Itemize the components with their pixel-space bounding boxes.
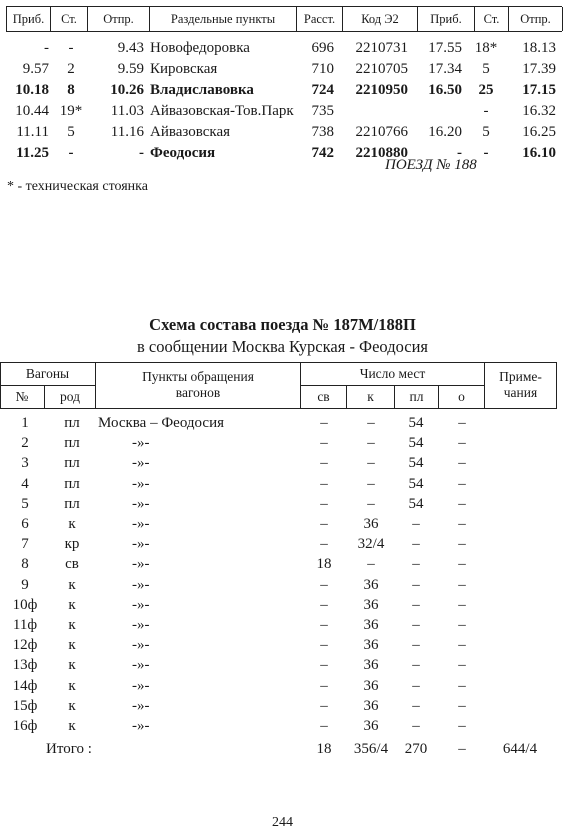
cell-o: – bbox=[458, 637, 466, 654]
cell-points: -»- bbox=[132, 495, 150, 512]
cell-station: Кировская bbox=[150, 61, 218, 77]
cell-pl: 54 bbox=[408, 435, 424, 452]
cell-k: 36 bbox=[363, 677, 379, 694]
cell-distance: 696 bbox=[311, 40, 334, 56]
total-row bbox=[0, 739, 565, 759]
cell-arrival: 11.25 bbox=[16, 145, 49, 161]
wagon-row bbox=[0, 575, 565, 595]
header-type: род bbox=[60, 389, 80, 404]
cell-pl: – bbox=[412, 617, 420, 633]
cell-pl: – bbox=[412, 657, 420, 674]
cell-k: 36 bbox=[363, 516, 379, 532]
header-stop: Ст. bbox=[50, 7, 87, 31]
cell-sv: – bbox=[320, 516, 328, 532]
cell-points: -»- bbox=[132, 435, 150, 452]
cell-k: 36 bbox=[363, 697, 379, 714]
train-note: ПОЕЗД № 188 bbox=[385, 157, 477, 173]
cell-type: св bbox=[65, 556, 79, 573]
cell-type: пл bbox=[64, 435, 80, 452]
wagon-row bbox=[0, 595, 565, 615]
cell-sv: – bbox=[320, 415, 328, 431]
cell-stop-2: 18* bbox=[474, 40, 498, 56]
cell-station: Новофедоровка bbox=[150, 40, 250, 56]
header-notes-line2: чания bbox=[503, 385, 538, 400]
cell-type: пл bbox=[64, 495, 80, 512]
cell-code: 2210950 bbox=[355, 82, 408, 98]
header-o: о bbox=[458, 389, 465, 404]
header-departure-2: Отпр. bbox=[508, 7, 563, 31]
cell-sv: – bbox=[320, 596, 328, 613]
cell-k: 32/4 bbox=[357, 536, 385, 553]
cell-points: -»- bbox=[132, 718, 150, 734]
cell-pl: – bbox=[412, 576, 420, 593]
cell-departure: - bbox=[139, 145, 144, 161]
cell-sv: – bbox=[320, 455, 328, 472]
cell-sv: – bbox=[320, 475, 328, 492]
cell-points: -»- bbox=[132, 697, 150, 714]
wagon-row bbox=[0, 474, 565, 494]
cell-number: 14ф bbox=[12, 677, 38, 694]
total-pl: 270 bbox=[404, 741, 428, 757]
cell-pl: 54 bbox=[408, 495, 424, 512]
total-label: Итого : bbox=[46, 741, 92, 757]
cell-type: к bbox=[68, 576, 76, 593]
cell-pl: 54 bbox=[408, 455, 424, 472]
cell-number: 3 bbox=[21, 455, 29, 472]
cell-k: – bbox=[367, 435, 375, 452]
header-k: к bbox=[367, 389, 374, 404]
cell-sv: – bbox=[320, 495, 328, 512]
cell-pl: – bbox=[412, 536, 420, 553]
cell-arrival: 10.44 bbox=[15, 103, 49, 119]
cell-code: 2210731 bbox=[355, 40, 408, 56]
cell-type: к bbox=[68, 637, 76, 654]
cell-points: -»- bbox=[132, 576, 150, 593]
cell-station: Владиславовка bbox=[150, 82, 254, 98]
cell-o: – bbox=[458, 677, 466, 694]
timetable-row bbox=[6, 59, 562, 80]
cell-station: Феодосия bbox=[150, 145, 216, 161]
total-sv: 18 bbox=[316, 741, 332, 757]
header-arrival-2: Приб. bbox=[417, 7, 474, 31]
cell-arrival: 9.57 bbox=[22, 61, 49, 77]
cell-stop: 8 bbox=[67, 82, 75, 98]
wagon-row bbox=[0, 494, 565, 514]
cell-code: 2210880 bbox=[355, 145, 408, 161]
cell-sv: – bbox=[320, 435, 328, 452]
cell-stop: - bbox=[68, 145, 74, 161]
cell-k: 36 bbox=[363, 617, 379, 633]
cell-stop: 5 bbox=[67, 124, 75, 140]
wagon-row bbox=[0, 615, 565, 635]
cell-o: – bbox=[458, 596, 466, 613]
cell-distance: 742 bbox=[311, 145, 334, 161]
cell-type: к bbox=[68, 718, 76, 734]
cell-type: к bbox=[68, 516, 76, 532]
cell-stop-2: - bbox=[483, 145, 489, 161]
cell-k: 36 bbox=[363, 637, 379, 654]
cell-points: -»- bbox=[132, 536, 150, 553]
cell-sv: 18 bbox=[316, 556, 332, 573]
cell-k: 36 bbox=[363, 718, 379, 734]
timetable-body bbox=[6, 38, 562, 164]
cell-sv: – bbox=[320, 576, 328, 593]
cell-k: – bbox=[367, 455, 375, 472]
wagon-row bbox=[0, 676, 565, 696]
cell-arrival-2: 17.55 bbox=[428, 40, 462, 56]
cell-stop-2: 5 bbox=[482, 124, 490, 140]
wagon-row bbox=[0, 716, 565, 736]
header-seats: Число мест bbox=[359, 366, 426, 381]
cell-points: -»- bbox=[132, 677, 150, 694]
cell-o: – bbox=[458, 455, 466, 472]
cell-stop-2: - bbox=[483, 103, 489, 119]
cell-number: 10ф bbox=[12, 596, 38, 613]
cell-k: 36 bbox=[363, 657, 379, 674]
cell-arrival-2: - bbox=[457, 145, 462, 161]
timetable-row bbox=[6, 101, 562, 122]
header-arrival: Приб. bbox=[6, 7, 50, 31]
cell-stop: 19* bbox=[59, 103, 83, 119]
cell-departure-2: 18.13 bbox=[522, 40, 556, 56]
cell-k: 36 bbox=[363, 576, 379, 593]
composition-subtitle: в сообщении Москва Курская - Феодосия bbox=[136, 337, 428, 356]
timetable-row bbox=[6, 80, 562, 101]
cell-k: – bbox=[367, 495, 375, 512]
wagon-row bbox=[0, 413, 565, 433]
cell-o: – bbox=[458, 718, 466, 734]
cell-points: -»- bbox=[132, 617, 150, 633]
cell-code: 2210705 bbox=[355, 61, 408, 77]
header-code: Код Э2 bbox=[342, 7, 417, 31]
cell-sv: – bbox=[320, 536, 328, 553]
timetable-row bbox=[6, 38, 562, 59]
header-points-line1: Пункты обращения bbox=[142, 369, 254, 384]
header-distance: Расст. bbox=[296, 7, 342, 31]
wagon-row bbox=[0, 696, 565, 716]
cell-departure-2: 16.10 bbox=[522, 145, 556, 161]
cell-pl: 54 bbox=[408, 475, 424, 492]
cell-pl: – bbox=[412, 556, 420, 573]
cell-o: – bbox=[458, 475, 466, 492]
cell-type: к bbox=[68, 596, 76, 613]
cell-o: – bbox=[458, 536, 466, 553]
cell-number: 16ф bbox=[12, 718, 38, 734]
cell-departure-2: 17.15 bbox=[522, 82, 556, 98]
cell-o: – bbox=[458, 556, 466, 573]
cell-type: кр bbox=[64, 536, 80, 553]
cell-sv: – bbox=[320, 697, 328, 714]
cell-sv: – bbox=[320, 637, 328, 654]
cell-o: – bbox=[458, 415, 466, 431]
cell-arrival: 10.18 bbox=[15, 82, 49, 98]
cell-departure: 11.03 bbox=[110, 103, 144, 119]
cell-pl: – bbox=[412, 516, 420, 532]
cell-pl: – bbox=[412, 596, 420, 613]
cell-number: 1 bbox=[21, 415, 29, 431]
cell-type: пл bbox=[64, 455, 80, 472]
cell-pl: – bbox=[412, 637, 420, 654]
cell-k: 36 bbox=[363, 596, 379, 613]
cell-points: Москва – Феодосия bbox=[98, 415, 224, 431]
cell-sv: – bbox=[320, 718, 328, 734]
cell-o: – bbox=[458, 516, 466, 532]
cell-stop-2: 25 bbox=[478, 82, 494, 98]
cell-points: -»- bbox=[132, 455, 150, 472]
cell-pl: – bbox=[412, 677, 420, 694]
header-points-line2: вагонов bbox=[175, 385, 221, 400]
cell-pl: – bbox=[412, 718, 420, 734]
header-notes-line1: Приме- bbox=[499, 369, 542, 384]
cell-departure: 10.26 bbox=[110, 82, 144, 98]
timetable-header bbox=[6, 6, 562, 32]
cell-sv: – bbox=[320, 657, 328, 674]
total-sum: 644/4 bbox=[502, 741, 538, 757]
cell-type: пл bbox=[64, 415, 80, 431]
header-wagons: Вагоны bbox=[25, 366, 70, 381]
cell-number: 13ф bbox=[12, 657, 38, 674]
cell-arrival-2: 17.34 bbox=[428, 61, 462, 77]
total-o: – bbox=[458, 741, 466, 757]
wagon-row bbox=[0, 635, 565, 655]
cell-number: 6 bbox=[21, 516, 29, 532]
cell-pl: – bbox=[412, 697, 420, 714]
header-pl: пл bbox=[409, 389, 424, 404]
cell-station: Айвазовская bbox=[150, 124, 231, 140]
cell-departure: 9.59 bbox=[117, 61, 144, 77]
total-k: 356/4 bbox=[353, 741, 389, 757]
cell-stop: - bbox=[68, 40, 74, 56]
cell-distance: 710 bbox=[311, 61, 334, 77]
cell-points: -»- bbox=[132, 657, 150, 674]
cell-station: Айвазовская-Тов.Парк bbox=[150, 103, 294, 119]
cell-o: – bbox=[458, 576, 466, 593]
cell-arrival-2: 16.20 bbox=[428, 124, 462, 140]
cell-stop: 2 bbox=[67, 61, 75, 77]
timetable-row bbox=[6, 122, 562, 143]
cell-distance: 724 bbox=[311, 82, 334, 98]
cell-code: 2210766 bbox=[355, 124, 408, 140]
page-number: 244 bbox=[272, 815, 293, 830]
cell-arrival: 11.11 bbox=[16, 124, 49, 140]
cell-number: 5 bbox=[21, 495, 29, 512]
header-stations: Раздельные пункты bbox=[149, 7, 296, 31]
cell-points: -»- bbox=[132, 516, 150, 532]
cell-number: 4 bbox=[21, 475, 29, 492]
wagon-row bbox=[0, 453, 565, 473]
cell-departure-2: 17.39 bbox=[522, 61, 556, 77]
cell-arrival-2: 16.50 bbox=[428, 82, 462, 98]
cell-type: к bbox=[68, 657, 76, 674]
cell-type: к bbox=[68, 697, 76, 714]
cell-type: к bbox=[68, 617, 76, 633]
wagon-row bbox=[0, 534, 565, 554]
cell-o: – bbox=[458, 657, 466, 674]
cell-departure: 11.16 bbox=[110, 124, 144, 140]
wagon-row bbox=[0, 514, 565, 534]
header-sv: св bbox=[317, 389, 330, 404]
cell-type: к bbox=[68, 677, 76, 694]
cell-number: 8 bbox=[21, 556, 29, 573]
cell-o: – bbox=[458, 697, 466, 714]
cell-departure-2: 16.32 bbox=[522, 103, 556, 119]
wagon-row bbox=[0, 655, 565, 675]
cell-stop-2: 5 bbox=[482, 61, 490, 77]
cell-points: -»- bbox=[132, 556, 150, 573]
wagon-row bbox=[0, 554, 565, 574]
composition-title: Схема состава поезда № 187М/188П bbox=[149, 315, 416, 334]
timetable bbox=[6, 6, 562, 164]
timetable-row bbox=[6, 143, 562, 164]
cell-number: 7 bbox=[21, 536, 29, 553]
header-stop-2: Ст. bbox=[474, 7, 508, 31]
cell-number: 15ф bbox=[12, 697, 38, 714]
cell-distance: 735 bbox=[311, 103, 334, 119]
header-number: № bbox=[15, 389, 29, 404]
cell-points: -»- bbox=[132, 475, 150, 492]
cell-type: пл bbox=[64, 475, 80, 492]
cell-number: 2 bbox=[21, 435, 29, 452]
cell-number: 9 bbox=[21, 576, 29, 593]
cell-sv: – bbox=[320, 617, 328, 633]
cell-departure: 9.43 bbox=[117, 40, 144, 56]
header-departure: Отпр. bbox=[87, 7, 149, 31]
cell-points: -»- bbox=[132, 596, 150, 613]
cell-o: – bbox=[458, 617, 466, 633]
cell-number: 11ф bbox=[12, 617, 38, 633]
cell-o: – bbox=[458, 435, 466, 452]
footnote: * - техническая стоянка bbox=[7, 179, 148, 194]
cell-pl: 54 bbox=[408, 415, 424, 431]
cell-k: – bbox=[367, 475, 375, 492]
cell-departure-2: 16.25 bbox=[522, 124, 556, 140]
cell-o: – bbox=[458, 495, 466, 512]
wagon-row bbox=[0, 433, 565, 453]
cell-arrival: - bbox=[44, 40, 49, 56]
cell-number: 12ф bbox=[12, 637, 38, 654]
cell-distance: 738 bbox=[311, 124, 334, 140]
cell-sv: – bbox=[320, 677, 328, 694]
cell-k: – bbox=[367, 556, 375, 573]
cell-k: – bbox=[367, 415, 375, 431]
cell-points: -»- bbox=[132, 637, 150, 654]
